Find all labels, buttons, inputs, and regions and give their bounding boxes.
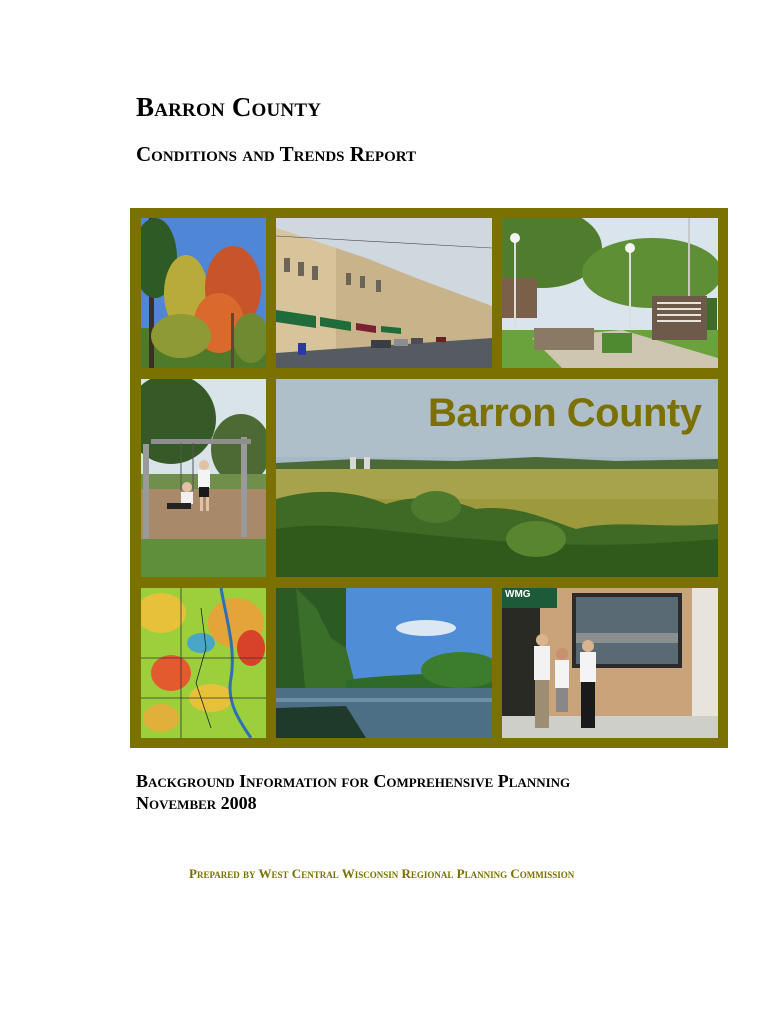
date-line: November 2008 (136, 793, 257, 813)
storefront-sign: WMG (505, 589, 531, 600)
elevation-map-photo (141, 588, 266, 738)
prepared-by: Prepared by West Central Wisconsin Regional Planning Commission (189, 866, 575, 881)
background-line: Background Information for Comprehensive Planning (136, 771, 571, 791)
playground-swing-photo (141, 379, 266, 577)
report-title: Barron County (136, 92, 322, 122)
memorial-park-photo (502, 218, 718, 368)
collage-banner: Barron County (428, 391, 702, 435)
river-photo (276, 588, 492, 738)
report-description (136, 770, 570, 814)
office-staff-photo (502, 588, 718, 738)
main-street-photo (276, 218, 492, 368)
report-subtitle: Conditions and Trends Report (136, 142, 417, 166)
photo-collage (130, 208, 728, 748)
autumn-trees-photo (141, 218, 266, 368)
